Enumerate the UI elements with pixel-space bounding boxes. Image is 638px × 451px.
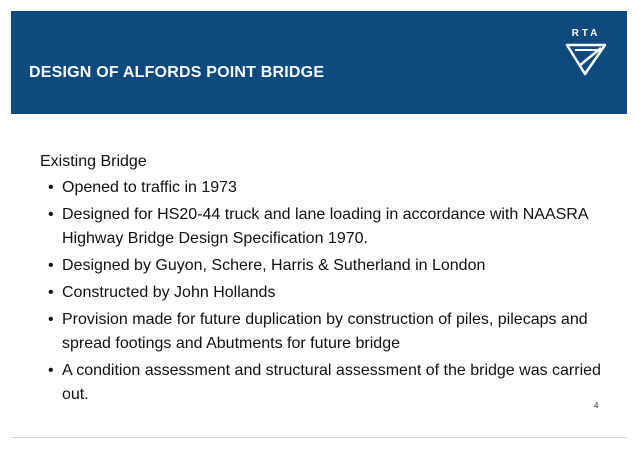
slide-content (40, 150, 620, 410)
bullet-item: • Designed by Guyon, Schere, Harris & Sutherland in London (40, 254, 620, 278)
section-heading: Existing Bridge (40, 153, 147, 170)
bullet-item: • Provision made for future duplication by construction of piles, pilecaps and spread footings and Abutments for future bridge (40, 308, 620, 356)
page-number: 4 (594, 401, 599, 410)
slide-title: DESIGN OF ALFORDS POINT BRIDGE (29, 64, 325, 81)
bullet-item: • A condition assessment and structural assessment of the bridge was carried out. (40, 359, 620, 407)
rta-logo-text: RTA (571, 28, 601, 39)
rta-logo (563, 28, 609, 76)
bullet-item: • Constructed by John Hollands (40, 281, 620, 305)
bullet-item: • Opened to traffic in 1973 (40, 176, 620, 200)
footer-divider (11, 437, 627, 438)
bullet-list (40, 176, 620, 407)
bullet-item: • Designed for HS20-44 truck and lane loading in accordance with NAASRA Highway Bridge Design Specification 1970. (40, 203, 620, 251)
rta-logo-chevron-icon (565, 42, 607, 76)
header-band (11, 11, 627, 114)
